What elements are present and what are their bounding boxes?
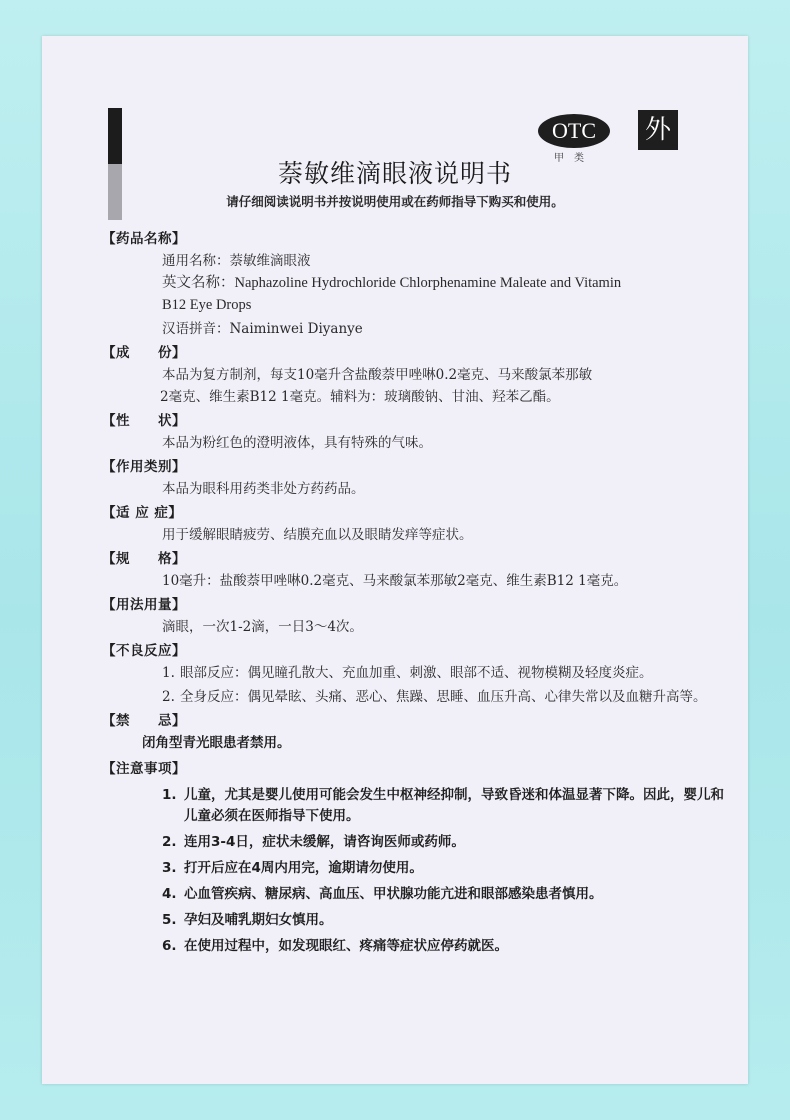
list-item	[102, 884, 726, 905]
item-number: 1.	[162, 787, 177, 803]
external-use-badge: 外	[638, 110, 678, 150]
section-adverse-reactions	[102, 640, 726, 708]
section-description	[102, 410, 726, 454]
contraindication-line: 闭角型青光眼患者禁用。	[142, 735, 291, 751]
section-dosage	[102, 594, 726, 638]
section-header: 【适 应 症】	[102, 505, 183, 521]
section-header: 【禁 忌】	[102, 713, 186, 729]
composition-line-2: 2毫克、维生素B12 1毫克。辅料为：玻璃酸钠、甘油、羟苯乙酯。	[160, 389, 560, 405]
item-number: 1.	[162, 665, 175, 681]
item-text: 打开后应在4周内用完，逾期请勿使用。	[184, 860, 423, 876]
section-header: 【注意事项】	[102, 761, 186, 777]
otc-class-label: 甲类	[554, 153, 594, 164]
section-header: 【作用类别】	[102, 459, 186, 475]
list-item	[102, 785, 726, 827]
section-indications	[102, 502, 726, 546]
section-header: 【用法用量】	[102, 597, 186, 613]
section-header: 【成 份】	[102, 345, 186, 361]
item-number: 2.	[162, 834, 177, 850]
item-number: 2.	[162, 689, 175, 705]
composition-line-1: 本品为复方制剂，每支10毫升含盐酸萘甲唑啉0.2毫克、马来酸氯苯那敏	[162, 367, 593, 383]
english-name-line-1: 英文名称：Naphazoline Hydrochloride Chlorphenamine Maleate and Vitamin	[162, 275, 622, 291]
section-header: 【规 格】	[102, 551, 186, 567]
dosage-line: 滴眼，一次1-2滴，一日3～4次。	[162, 619, 363, 635]
document-subtitle: 请仔细阅读说明书并按说明使用或在药师指导下购买和使用。	[226, 194, 564, 209]
item-text: 眼部反应：偶见瞳孔散大、充血加重、刺激、眼部不适、视物模糊及轻度炎症。	[180, 665, 653, 681]
list-item	[102, 832, 726, 853]
section-category	[102, 456, 726, 500]
item-number: 6.	[162, 938, 177, 954]
pinyin-name: 汉语拼音：Naiminwei Diyanye	[162, 321, 363, 337]
item-text: 孕妇及哺乳期妇女慎用。	[184, 912, 333, 928]
leaflet-body	[102, 226, 726, 959]
section-contraindications	[102, 710, 726, 754]
section-drug-name	[102, 228, 726, 340]
description-line: 本品为粉红色的澄明液体，具有特殊的气味。	[162, 435, 432, 451]
specification-line: 10毫升：盐酸萘甲唑啉0.2毫克、马来酸氯苯那敏2毫克、维生素B12 1毫克。	[162, 573, 628, 589]
item-text: 儿童，尤其是婴儿使用可能会发生中枢神经抑制，导致昏迷和体温显著下降。因此，婴儿和儿童必须在医师指导下使用。	[184, 787, 724, 824]
section-header: 【药品名称】	[102, 231, 186, 247]
section-specification	[102, 548, 726, 592]
section-header: 【不良反应】	[102, 643, 186, 659]
list-item	[102, 858, 726, 879]
category-line: 本品为眼科用药类非处方药药品。	[162, 481, 365, 497]
item-number: 3.	[162, 860, 177, 876]
item-number: 4.	[162, 886, 177, 902]
item-text: 全身反应：偶见晕眩、头痛、恶心、焦躁、思睡、血压升高、心律失常以及血糖升高等。	[180, 689, 707, 705]
english-name-line-2: B12 Eye Drops	[162, 297, 252, 313]
list-item	[102, 662, 726, 684]
indications-line: 用于缓解眼睛疲劳、结膜充血以及眼睛发痒等症状。	[162, 527, 473, 543]
item-text: 心血管疾病、糖尿病、高血压、甲状腺功能亢进和眼部感染患者慎用。	[184, 886, 603, 902]
item-text: 在使用过程中，如发现眼红、疼痛等症状应停药就医。	[184, 938, 508, 954]
section-precautions	[102, 758, 726, 957]
list-item	[102, 910, 726, 931]
document-title: 萘敏维滴眼液说明书	[277, 159, 512, 188]
item-text: 连用3-4日，症状未缓解，请咨询医师或药师。	[184, 834, 465, 850]
generic-name: 通用名称：萘敏维滴眼液	[162, 253, 311, 269]
item-number: 5.	[162, 912, 177, 928]
section-header: 【性 状】	[102, 413, 186, 429]
leaflet-paper	[42, 36, 748, 1084]
list-item	[102, 936, 726, 957]
list-item	[102, 686, 726, 708]
section-composition	[102, 342, 726, 408]
otc-badge: OTC	[538, 114, 610, 148]
